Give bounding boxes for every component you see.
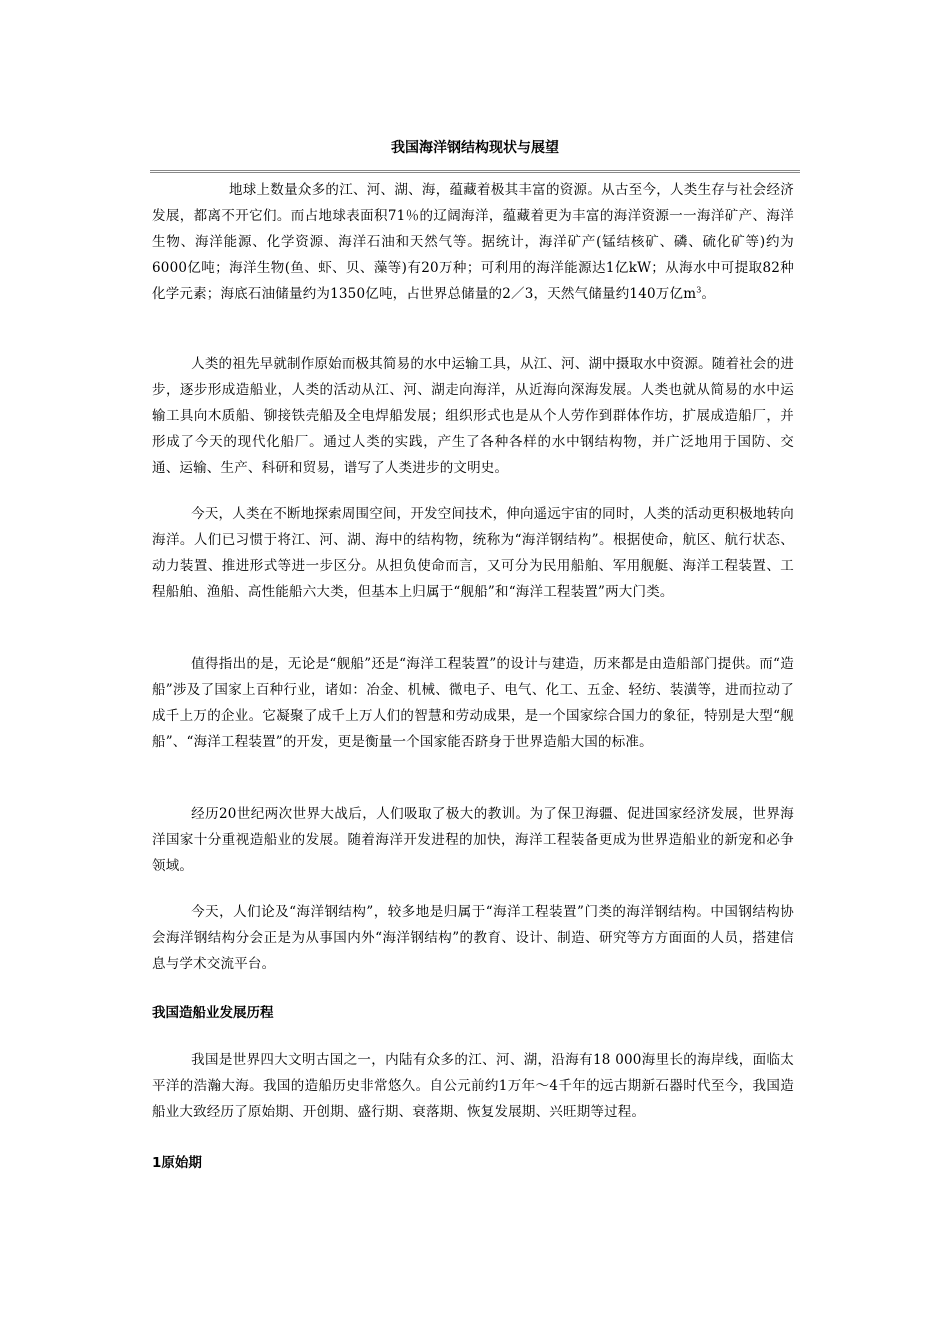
paragraph-ocean-resources-end: 。 (701, 286, 716, 302)
paragraph-ocean-resources-text: 地球上数量众多的江、河、湖、海，蕴藏着极其丰富的资源。从古至今，人类生存与社会经济发展，都离不开它们。而占地球表面积71％的辽阔海洋，蕴藏着更为丰富的海洋资源一一海洋矿产、海洋生物、海洋能源、化学资源、海洋石油和天然气等。据统计，海洋矿产(锰结核矿、磷、硫化矿等)约为6000亿吨；海洋生物(鱼、虾、贝、藻等)有20万种；可利用的海洋能源达1亿kW；从海水中可提取82种化学元素；海底石油储量约为1350亿吨，占世界总储量的2／3，天然气储量约140万亿m (152, 182, 794, 302)
document-title: 我国海洋钢结构现状与展望 (391, 140, 559, 156)
section-heading: 我国造船业发展历程 (152, 1005, 274, 1021)
cubic-unit-superscript: 3 (696, 285, 702, 295)
subsection-heading: 1原始期 (152, 1155, 202, 1171)
paragraph-world-wars: 经历20世纪两次世界大战后，人们吸取了极大的教训。为了保卫海疆、促进国家经济发展，世界海洋国家十分重视造船业的发展。随着海洋开发进程的加快，海洋工程装备更成为世界造船业的新宠和必争领域。 (152, 806, 794, 874)
title-divider (150, 170, 800, 173)
paragraph-ocean-steel-structures: 今天，人类在不断地探索周围空间，开发空间技术，伸向遥远宇宙的同时，人类的活动更积极地转向海洋。人们已习惯于将江、河、湖、海中的结构物，统称为“海洋钢结构”。根据使命，航区、航行状态、动力装置、推进形式等进一步区分。从担负使命而言，又可分为民用船舶、军用舰艇、海洋工程装置、工程船舶、渔船、高性能船六大类，但基本上归属于“舰船”和“海洋工程装置”两大门类。 (152, 506, 794, 600)
paragraph-ocean-resources (152, 177, 794, 307)
paragraph-shipbuilding-industry: 值得指出的是，无论是“舰船”还是“海洋工程装置”的设计与建造，历来都是由造船部门提供。而“造船”涉及了国家上百种行业，诸如：冶金、机械、微电子、电气、化工、五金、轻纺、装潢等，进而拉动了成千上万的企业。它凝聚了成千上万人们的智慧和劳动成果，是一个国家综合国力的象征，特别是大型“舰船”、“海洋工程装置”的开发，更是衡量一个国家能否跻身于世界造船大国的标准。 (152, 656, 794, 750)
paragraph-association: 今天，人们论及“海洋钢结构”，较多地是归属于“海洋工程装置”门类的海洋钢结构。中国钢结构协会海洋钢结构分会正是为从事国内外“海洋钢结构”的教育、设计、制造、研究等方方面面的人员，搭建信息与学术交流平台。 (152, 904, 794, 972)
paragraph-history-overview: 我国是世界四大文明古国之一，内陆有众多的江、河、湖，沿海有18 000海里长的海岸线，面临太平洋的浩瀚大海。我国的造船历史非常悠久。自公元前约1万年～4千年的远古期新石器时代至今，我国造船业大致经历了原始期、开创期、盛行期、衰落期、恢复发展期、兴旺期等过程。 (152, 1052, 794, 1120)
paragraph-shipbuilding-origin: 人类的祖先早就制作原始而极其简易的水中运输工具，从江、河、湖中摄取水中资源。随着社会的进步，逐步形成造船业，人类的活动从江、河、湖走向海洋，从近海向深海发展。人类也就从简易的水中运输工具向木质船、铆接铁壳船及全电焊船发展；组织形式也是从个人劳作到群体作坊，扩展成造船厂，并形成了今天的现代化船厂。通过人类的实践，产生了各种各样的水中钢结构物，并广泛地用于国防、交通、运输、生产、科研和贸易，谱写了人类进步的文明史。 (152, 356, 794, 476)
